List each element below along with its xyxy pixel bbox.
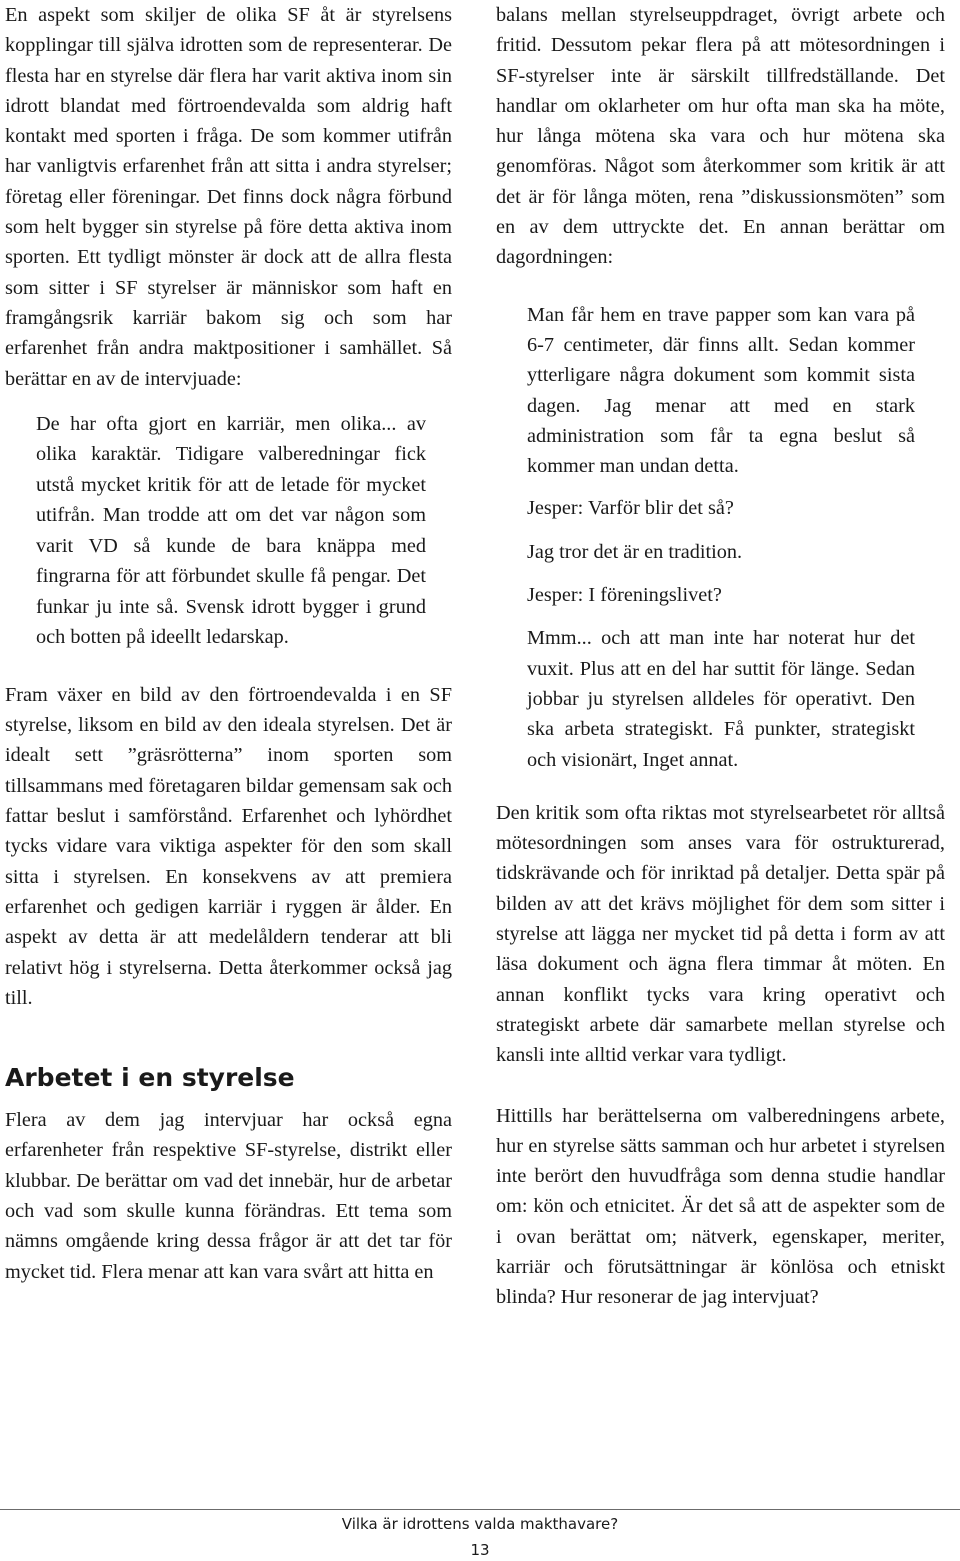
body-paragraph: Den kritik som ofta riktas mot styrelsearbetet rör alltså mötesordningen som anses vara för ostrukturerad, tidskrävande och för inriktad på detaljer. Detta spär på bilden av att det krävs möjlighet för dem som sitter i styrelse att lägga ner mycket tid på detta i form av att läsa dokument och ägna flera timmar åt möten. En annan konflikt tycks vara kring operativt och strategiskt arbete där samarbete mellan styrelse och kansli inte alltid verkar vara tydligt. xyxy=(496,801,945,1067)
section-heading: Arbetet i en styrelse xyxy=(5,1063,295,1093)
running-title: Vilka är idrottens valda makthavare? xyxy=(341,1515,619,1533)
interview-dialogue xyxy=(527,300,915,775)
body-paragraph: En aspekt som skiljer de olika SF åt är styrelsens kopplingar till själva idrotten som de representerar. De flesta har en styrelse där flera har varit aktiva inom sin idrott blandat med förtroendevalda som aldrig haft kontakt med sporten i fråga. De som kommer utifrån har vanligtvis erfarenhet från att sitta i andra styrelser; företag eller föreningar. Det finns dock några förbund som helt bygger sin styrelse på före detta aktiva inom sporten. Ett tydligt mönster är dock att de allra flesta som sitter i SF styrelser är människor som haft en framgångsrik karriär bakom sig och som har erfarenhet från andra maktpositioner i samhället. Så berättar en av de intervjuade: xyxy=(5,4,452,390)
page-number: 13 xyxy=(470,1541,490,1559)
quote-text: Mmm... och att man inte har noterat hur det vuxit. Plus att en del har suttit för länge. Sedan jobbar ju styrelsen alldeles för operativt. Den ska arbeta strategiskt. Få punkter, strategiskt och visionärt, Inget annat. xyxy=(527,627,915,771)
footer-divider xyxy=(0,1509,960,1510)
body-paragraph: Hittills har berättelserna om valberedningens arbete, hur en styrelse sätts samman och hur arbetet i styrelsen inte berört den huvudfråga som denna studie handlar om: kön och etnicitet. Är det så att de aspekter som de i ovan berättat om; nätverk, egenskaper, meriter, karriär och förutsättningar är könlösa och etniskt blinda? Hur resonerar de jag intervjuat? xyxy=(496,1104,945,1309)
dialogue-line: Jesper: I föreningslivet? xyxy=(527,584,722,607)
quote-text: De har ofta gjort en karriär, men olika... av olika karaktär. Tidigare valberedningar fick utstå mycket kritik för att de letade för mycket utifrån. Man trodde att om det var någon som varit VD så kunde de bara knäppa med fingrarna för att förbundet skulle få pengar. Det funkar ju inte så. Svensk idrott bygger i grund och botten på ideellt ledarskap. xyxy=(36,412,426,649)
interview-quote xyxy=(36,409,426,653)
dialogue-line: Jesper: Varför blir det så? xyxy=(527,497,734,520)
left-column xyxy=(5,0,452,1287)
body-paragraph: Fram växer en bild av den förtroendevalda i en SF styrelse, liksom en bild av den ideala styrelsen. Det är idealt sett ”gräsrötterna” inom sporten som tillsammans med företagaren bildar gemensam sak och fattar beslut i samförstånd. Erfarenhet och lyhördhet tycks vidare vara viktiga aspekter för den som skall sitta i styrelsen. En konsekvens av att premiera erfarenhet och gedigen karriär i ryggen är ålder. En aspekt av detta är att medelåldern tenderar att bli relativt hög i styrelserna. Detta återkommer också jag till. xyxy=(5,683,452,1009)
dialogue-line: Jag tror det är en tradition. xyxy=(527,540,743,563)
right-column xyxy=(496,0,945,1313)
body-paragraph: balans mellan styrelseuppdraget, övrigt arbete och fritid. Dessutom pekar flera på att mötesordningen i SF-styrelser inte är särskilt tillfredställande. Det handlar om oklarheter om hur ofta man ska ha möte, hur långa mötena ska vara och hur mötena ska genomföras. Något som återkommer som kritik är att det är för långa möten, rena ”diskussionsmöten” som en av dem uttryckte det. En annan berättar om dagordningen: xyxy=(496,4,945,269)
body-paragraph: Flera av dem jag intervjuar har också egna erfarenheter från respektive SF-styrelse, distrikt eller klubbar. De berättar om vad det innebär, hur de arbetar och vad som skulle kunna förändras. Ett tema som nämns omgående kring dessa frågor är att det tar för mycket tid. Flera menar att kan vara svårt att hitta en xyxy=(5,1109,452,1283)
quote-text: Man får hem en trave papper som kan vara på 6-7 centimeter, där finns allt. Sedan kommer ytterligare några dokument som kommit sista dagen. Jag menar att med en stark administration som får ta egna beslut så kommer man undan detta. xyxy=(527,303,915,478)
